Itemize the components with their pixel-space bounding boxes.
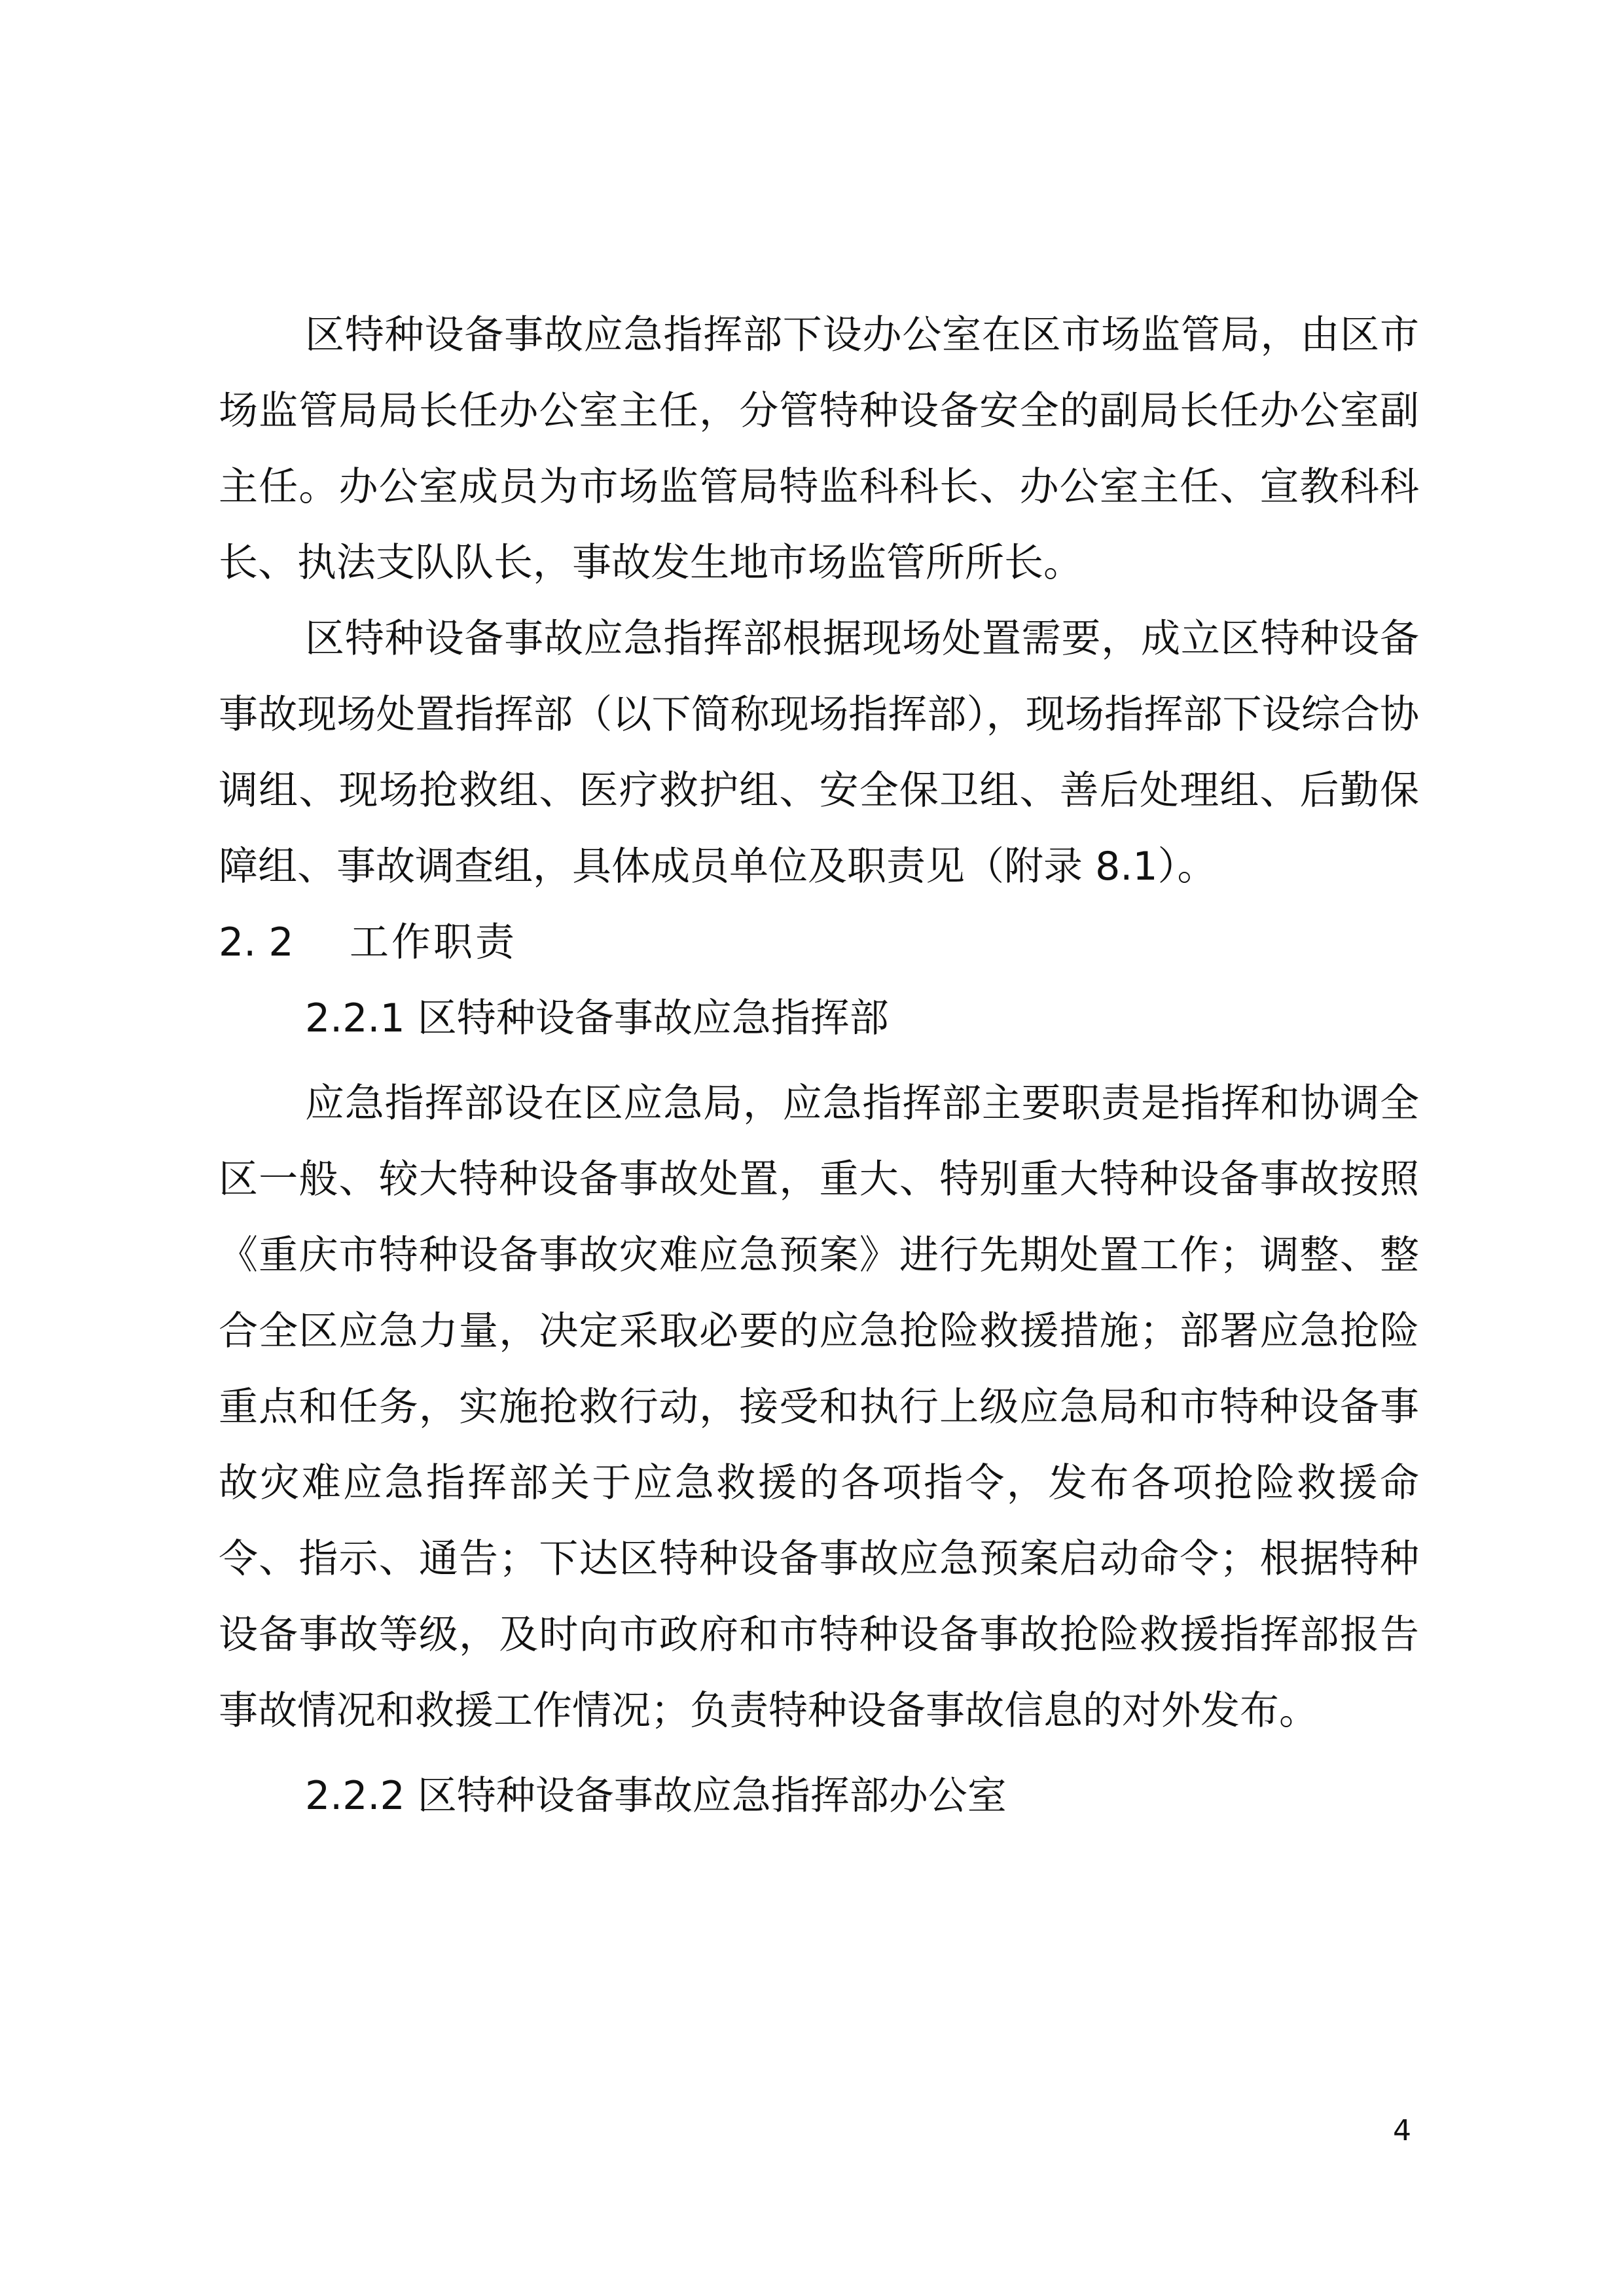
- page-number: 4: [1393, 2114, 1411, 2147]
- section-title: 工作职责: [350, 920, 517, 965]
- document-body: [219, 297, 1419, 1834]
- paragraph-field-command: 区特种设备事故应急指挥部根据现场处置需要，成立区特种设备事故现场处置指挥部（以下简称现场指挥部），现场指挥部下设综合协调组、现场抢救组、医疗救护组、安全保卫组、善后处理组、后勤保障组、事故调查组，具体成员单位及职责见（附录 8.1）。: [219, 616, 1419, 889]
- subsection-heading-command: 2.2.1 区特种设备事故应急指挥部: [305, 995, 889, 1041]
- section-number: 2. 2: [219, 920, 294, 965]
- paragraph-office-composition: 区特种设备事故应急指挥部下设办公室在区市场监管局，由区市场监管局局长任办公室主任，分管特种设备安全的副局长任办公室副主任。办公室成员为市场监管局特监科科长、办公室主任、宣教科科长、执法支队队长，事故发生地市场监管所所长。: [219, 312, 1419, 586]
- subsection-heading-office: 2.2.2 区特种设备事故应急指挥部办公室: [305, 1773, 1007, 1819]
- section-heading: [219, 905, 1419, 980]
- paragraph-command-duties: 应急指挥部设在区应急局，应急指挥部主要职责是指挥和协调全区一般、较大特种设备事故处置，重大、特别重大特种设备事故按照《重庆市特种设备事故灾难应急预案》进行先期处置工作；调整、整合全区应急力量，决定采取必要的应急抢险救援措施；部署应急抢险重点和任务，实施抢救行动，接受和执行上级应急局和市特种设备事故灾难应急指挥部关于应急救援的各项指令，发布各项抢险救援命令、指示、通告；下达区特种设备事故应急预案启动命令；根据特种设备事故等级，及时向市政府和市特种设备事故抢险救援指挥部报告事故情况和救援工作情况；负责特种设备事故信息的对外发布。: [219, 1081, 1419, 1734]
